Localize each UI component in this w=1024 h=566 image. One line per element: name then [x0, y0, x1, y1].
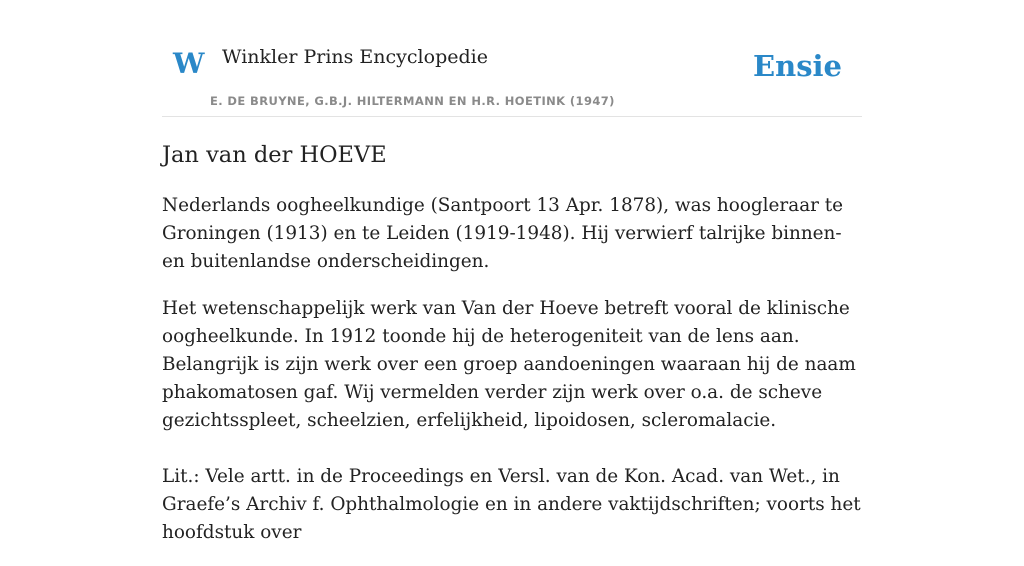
source-authors: E. DE BRUYNE, G.B.J. HILTERMANN EN H.R. HOETINK (1947)	[210, 94, 615, 108]
article-paragraph-1: Nederlands oogheelkundige (Santpoort 13 Apr. 1878), was hoogleraar te Groningen (1913) en te Leiden (1919-1948). Hij verwierf talrijke binnen- en buitenlandse onderscheidingen.	[162, 195, 844, 272]
winkler-prins-logo[interactable]: W	[173, 47, 205, 80]
article-paragraph-2: Het wetenschappelijk werk van Van der Hoeve betreft vooral de klinische oogheelkunde. In 1912 toonde hij de heterogeniteit van de lens aan. Belangrijk is zijn werk over een groep aandoeningen waaraan hij de naam phakomatosen gaf. Wij vermelden verder zijn werk over o.a. de scheve gezichtsspleet, scheelzien, erfelijkheid, lipoidosen, scleromalacie.	[162, 298, 856, 431]
article	[162, 138, 862, 566]
ensie-brand-link[interactable]: Ensie	[753, 49, 842, 83]
site-header	[162, 0, 862, 117]
entry-title: Jan van der HOEVE	[162, 142, 387, 168]
literature-paragraph: Lit.: Vele artt. in de Proceedings en Versl. van de Kon. Acad. van Wet., in Graefe’s Archiv f. Ophthalmologie en in andere vaktijdschriften; voorts het hoofdstuk over	[162, 466, 861, 543]
source-title[interactable]: Winkler Prins Encyclopedie	[222, 46, 488, 68]
